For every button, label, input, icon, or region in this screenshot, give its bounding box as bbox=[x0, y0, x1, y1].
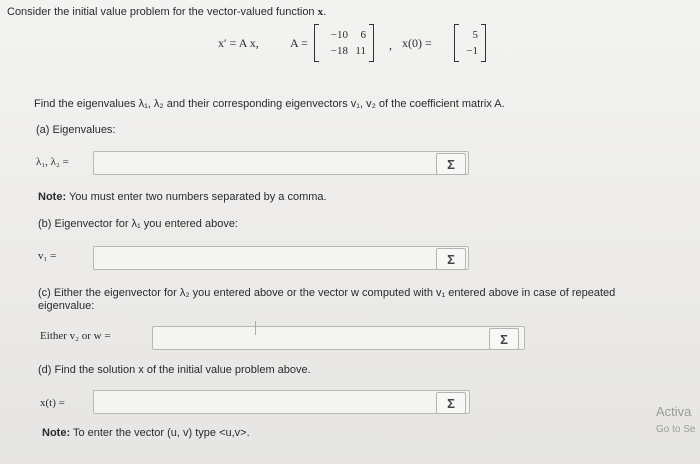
ode-lhs: x′ = A x, bbox=[218, 36, 259, 50]
part-a-note bbox=[38, 191, 327, 203]
part-a-note-text: You must enter two numbers separated by a comma. bbox=[66, 191, 327, 203]
solution-xt-input[interactable] bbox=[93, 390, 470, 414]
part-c-title-line1: (c) Either the eigenvector for λ₂ you entered above or the vector w computed with v₁ entered above in case of repeated bbox=[38, 287, 616, 299]
activation-watermark-title: Activa bbox=[656, 404, 692, 419]
intro-var: x bbox=[317, 6, 324, 18]
part-c-title-line2: eigenvalue: bbox=[38, 300, 95, 312]
sigma-icon: Σ bbox=[447, 156, 455, 172]
part-c-label: Either v₂ or w = bbox=[40, 330, 111, 342]
part-a-label: λ₁, λ₂ = bbox=[36, 156, 69, 168]
sigma-icon: Σ bbox=[447, 395, 455, 411]
equation-row bbox=[0, 22, 700, 84]
x0-label: x(0) = bbox=[402, 36, 432, 50]
part-d-note-bold: Note: bbox=[42, 427, 71, 439]
matrix-a-cell: 6 bbox=[360, 29, 366, 41]
part-a-note-bold: Note: bbox=[38, 191, 67, 203]
eigenvalues-input[interactable] bbox=[93, 151, 469, 175]
x0-cell: −1 bbox=[466, 45, 478, 57]
sigma-icon: Σ bbox=[447, 251, 455, 267]
matrix-a-cell: −18 bbox=[330, 45, 348, 57]
matrix-a-right-bracket bbox=[369, 24, 374, 62]
part-d-title: (d) Find the solution x of the initial value problem above. bbox=[38, 364, 311, 376]
v1-equation-editor-button[interactable] bbox=[436, 248, 466, 270]
part-d-label: x(t) = bbox=[40, 397, 65, 409]
instructions: Find the eigenvalues λ₁, λ₂ and their corresponding eigenvectors v₁, v₂ of the coefficient matrix A. bbox=[34, 98, 505, 110]
matrix-a-cell: −10 bbox=[330, 29, 348, 41]
matrix-a-cell: 11 bbox=[355, 45, 366, 57]
eigenvector-v1-input[interactable] bbox=[93, 246, 469, 270]
v2-equation-editor-button[interactable] bbox=[489, 328, 519, 350]
intro-after: . bbox=[323, 6, 327, 18]
part-d-note-text: To enter the vector (u, v) type <u,v>. bbox=[70, 427, 250, 439]
intro-before: Consider the initial value problem for the vector-valued function bbox=[7, 6, 318, 18]
part-b-label: v₁ = bbox=[38, 250, 57, 262]
v2-or-w-input[interactable] bbox=[152, 326, 525, 350]
x0-cell: 5 bbox=[472, 29, 478, 41]
intro-text bbox=[7, 6, 326, 18]
eigenvalues-equation-editor-button[interactable] bbox=[436, 153, 466, 175]
matrix-a bbox=[314, 24, 374, 62]
activation-watermark-subtitle: Go to Se bbox=[656, 424, 696, 435]
text-cursor bbox=[255, 321, 256, 335]
part-d-note bbox=[42, 427, 250, 439]
part-a-title: (a) Eigenvalues: bbox=[36, 124, 116, 136]
x0-vector bbox=[454, 24, 486, 62]
part-b-title: (b) Eigenvector for λ₁ you entered above: bbox=[38, 218, 238, 230]
eq-comma: , bbox=[389, 38, 392, 52]
matrix-a-label: A = bbox=[290, 36, 308, 50]
sigma-icon: Σ bbox=[500, 331, 508, 347]
xt-equation-editor-button[interactable] bbox=[436, 392, 466, 414]
x0-right-bracket bbox=[481, 24, 486, 62]
